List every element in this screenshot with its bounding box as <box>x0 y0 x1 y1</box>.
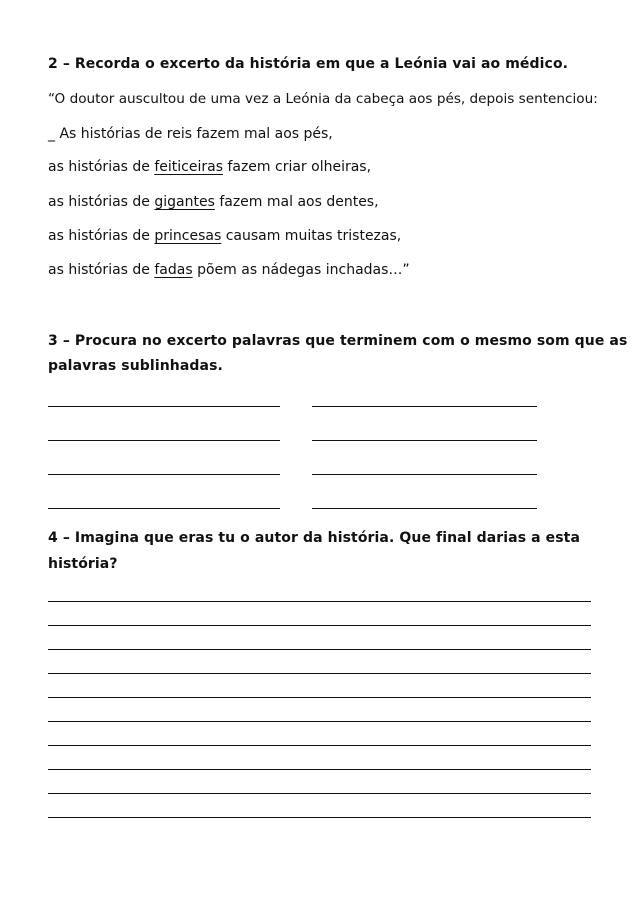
answer-blank[interactable] <box>312 428 537 441</box>
underlined-word: feiticeiras <box>154 159 223 175</box>
excerpt-text: as histórias de <box>48 262 155 278</box>
excerpt-line-5 <box>48 262 410 278</box>
excerpt-text: _ As histórias de reis fazem mal aos pés, <box>48 126 333 142</box>
excerpt-line-1 <box>48 126 333 142</box>
answer-line[interactable] <box>48 696 591 698</box>
answer-blank[interactable] <box>48 462 280 475</box>
answer-blank[interactable] <box>48 394 280 407</box>
excerpt-line-3 <box>48 194 379 210</box>
answer-line[interactable] <box>48 816 591 818</box>
excerpt-text: as histórias de <box>48 159 155 175</box>
excerpt-text: fazem mal aos dentes, <box>214 194 379 210</box>
excerpt-text: põem as nádegas inchadas…” <box>192 262 410 278</box>
excerpt-text: as histórias de <box>48 228 155 244</box>
excerpt-line-2 <box>48 159 371 175</box>
answer-line[interactable] <box>48 768 591 770</box>
answer-blank-row <box>48 394 548 408</box>
answer-blank[interactable] <box>312 496 537 509</box>
answer-line[interactable] <box>48 792 591 794</box>
answer-line[interactable] <box>48 624 591 626</box>
answer-line[interactable] <box>48 600 591 602</box>
excerpt-text: causam muitas tristezas, <box>221 228 402 244</box>
answer-line[interactable] <box>48 720 591 722</box>
underlined-word: princesas <box>154 228 222 244</box>
answer-blank[interactable] <box>48 496 280 509</box>
question-3-title-line-2: palavras sublinhadas. <box>48 358 223 374</box>
answer-line[interactable] <box>48 672 591 674</box>
answer-blank[interactable] <box>48 428 280 441</box>
answer-line[interactable] <box>48 648 591 650</box>
excerpt-text: as histórias de <box>48 194 155 210</box>
answer-blank-row <box>48 462 548 476</box>
question-2-intro: “O doutor auscultou de uma vez a Leónia da cabeça aos pés, depois sentenciou: <box>48 91 598 107</box>
question-2-title: 2 – Recorda o excerto da história em que a Leónia vai ao médico. <box>48 56 569 72</box>
underlined-word: fadas <box>154 262 193 278</box>
answer-blank[interactable] <box>312 462 537 475</box>
underlined-word: gigantes <box>154 194 215 210</box>
excerpt-text: fazem criar olheiras, <box>223 159 372 175</box>
answer-line[interactable] <box>48 744 591 746</box>
answer-blank-row <box>48 428 548 442</box>
excerpt-line-4 <box>48 228 401 244</box>
question-4-title-line-1: 4 – Imagina que eras tu o autor da história. Que final darias a esta <box>48 530 581 546</box>
answer-blank-row <box>48 496 548 510</box>
answer-blank[interactable] <box>312 394 537 407</box>
question-4-title-line-2: história? <box>48 556 118 572</box>
question-3-title-line-1: 3 – Procura no excerto palavras que terminem com o mesmo som que as <box>48 333 628 349</box>
